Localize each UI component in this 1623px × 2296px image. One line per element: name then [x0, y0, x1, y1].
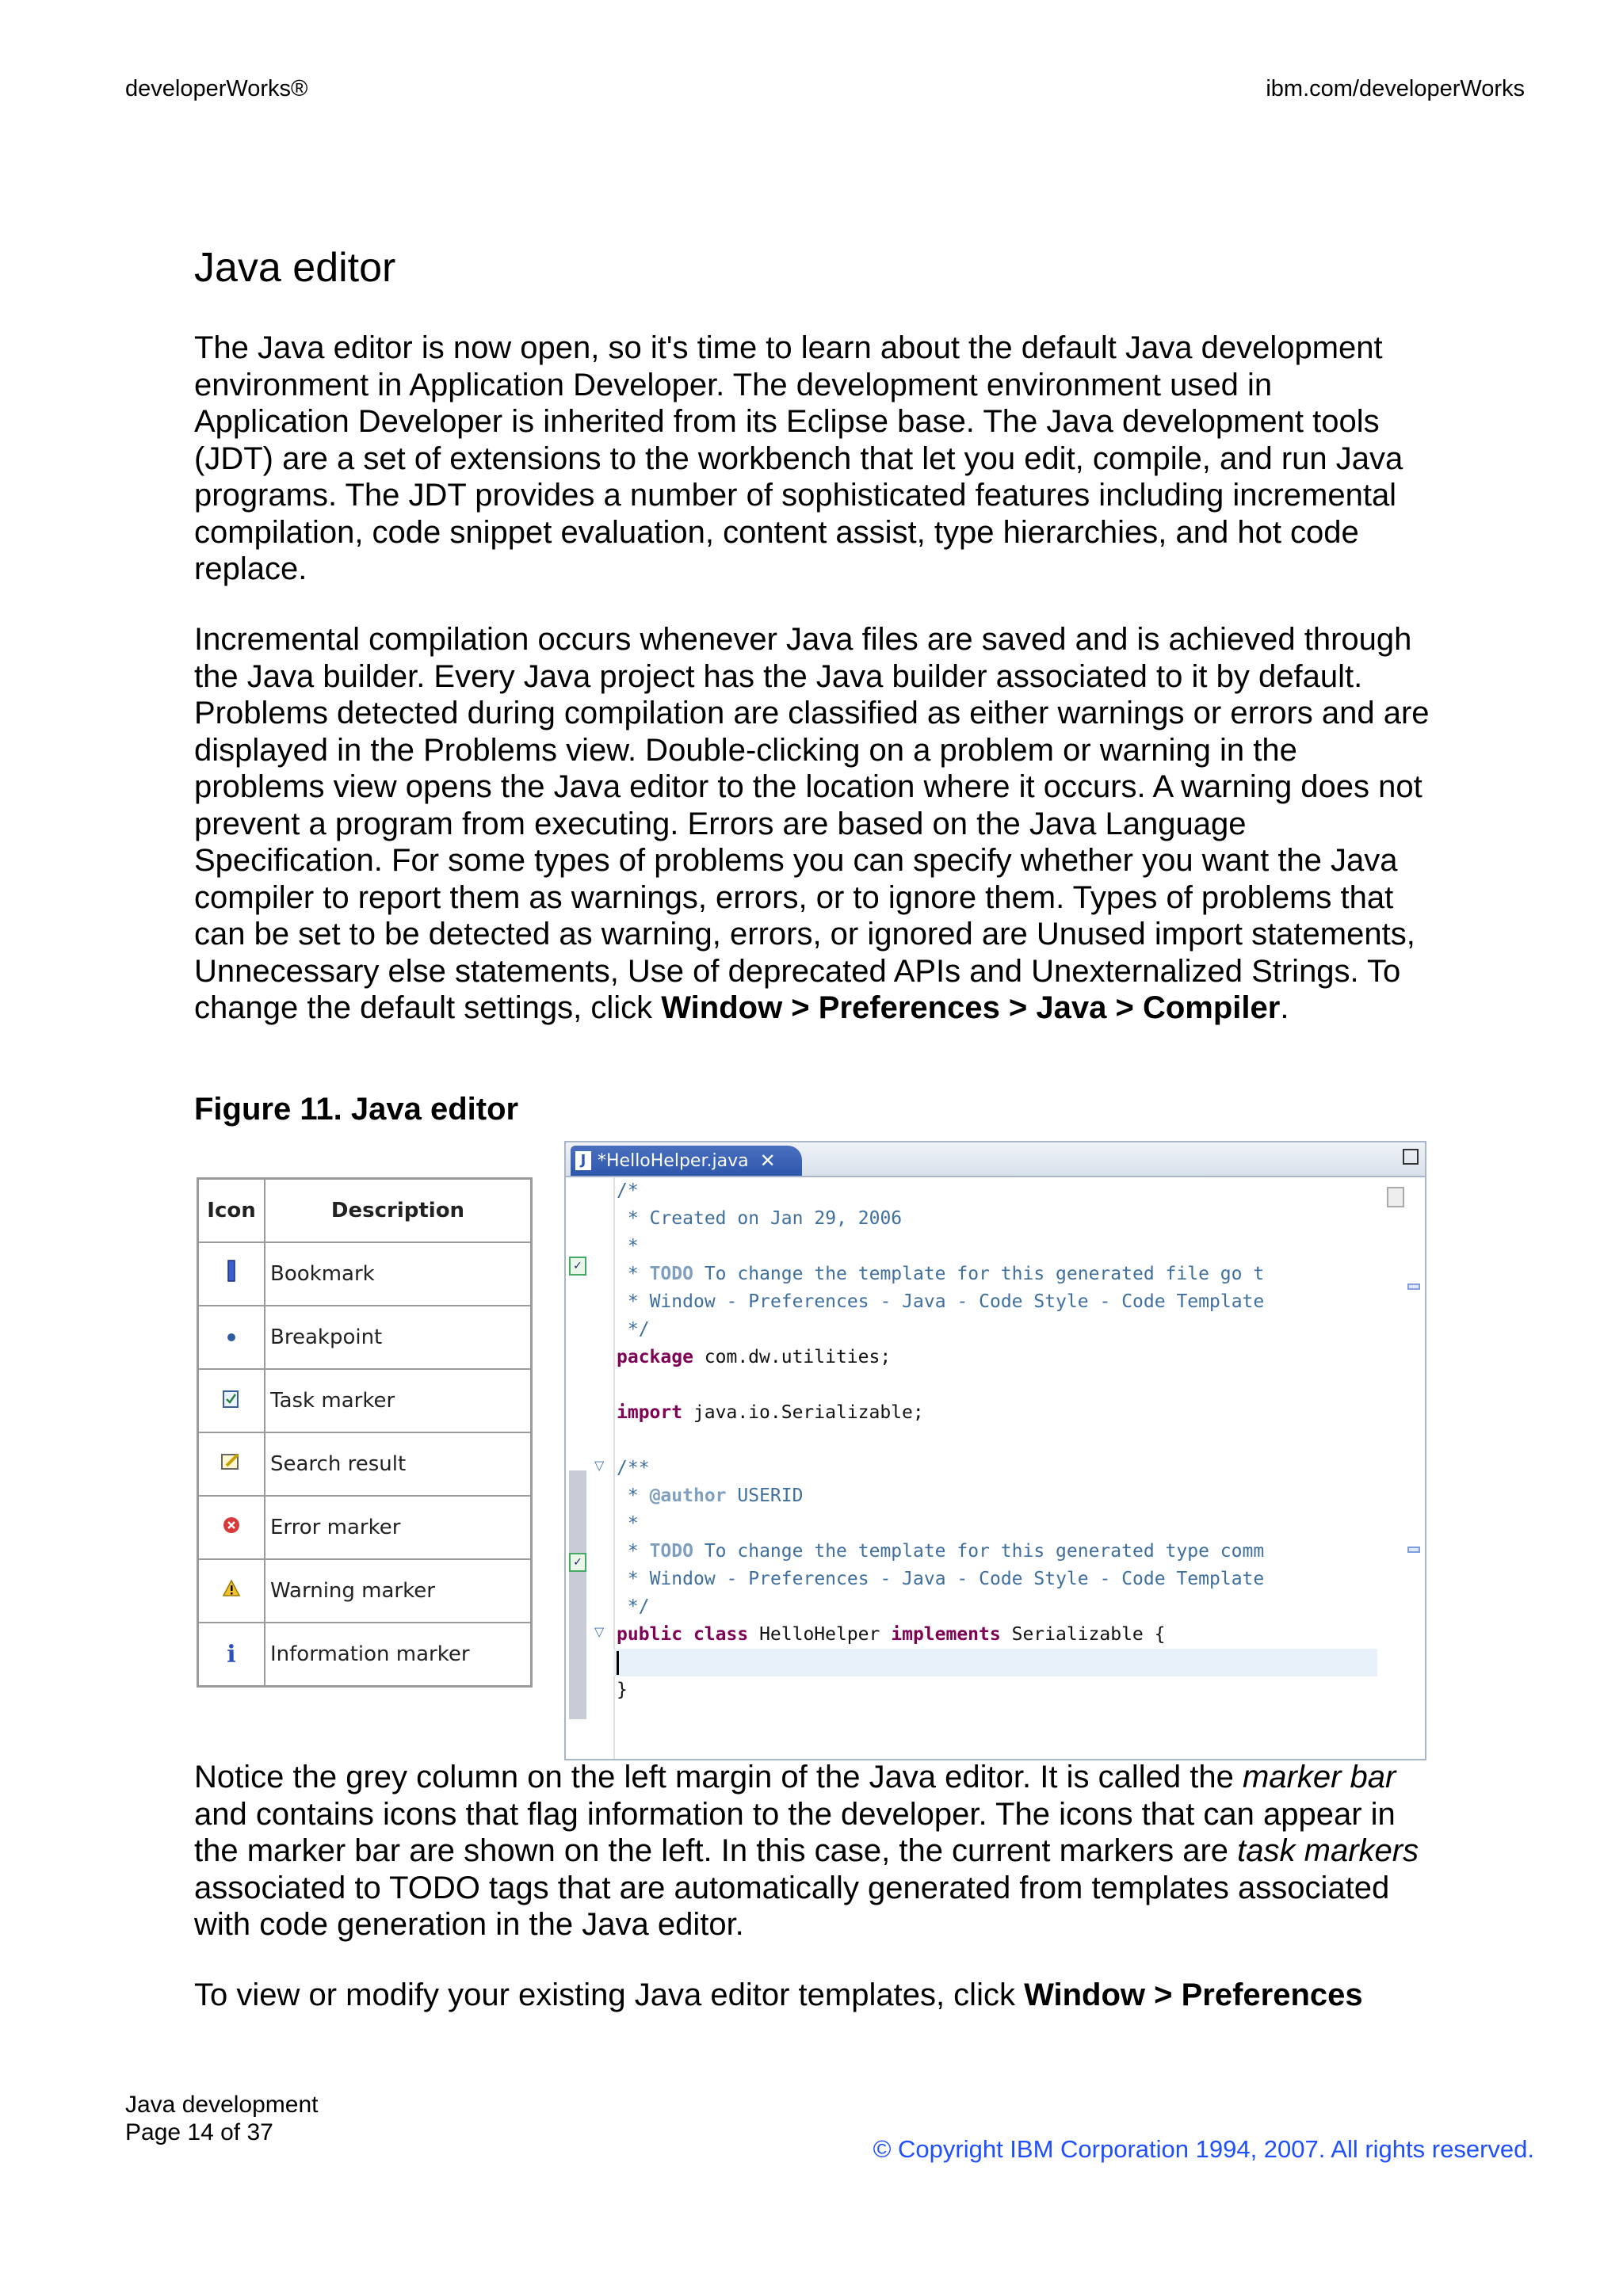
maximize-icon[interactable]: [1403, 1149, 1419, 1165]
table-row: [198, 1306, 532, 1369]
table-cell-label: Search result: [265, 1432, 532, 1496]
paragraph-incremental-compilation: [194, 621, 1430, 1027]
code-line: /*: [617, 1180, 639, 1201]
task-marker-icon[interactable]: ✓: [569, 1553, 586, 1572]
paragraph-end: .: [1280, 990, 1289, 1025]
breakpoint-icon: [198, 1306, 265, 1369]
section-title: Java editor: [194, 245, 396, 291]
table-row: [198, 1623, 532, 1687]
paragraph-text: Notice the grey column on the left margin of the Java editor. It is called the: [194, 1760, 1243, 1794]
table-cell-label: Error marker: [265, 1496, 532, 1559]
table-row: [198, 1242, 532, 1306]
paragraph-text: associated to TODO tags that are automatically generated from templates associated with code generation in the Java editor.: [194, 1870, 1390, 1942]
code-line: * Window - Preferences - Java - Code Style - Code Template: [627, 1569, 1265, 1589]
footer-page-number: Page 14 of 37: [125, 2119, 273, 2145]
table-row: [198, 1369, 532, 1432]
table-header-row: [198, 1179, 532, 1243]
error-marker-icon: [198, 1496, 265, 1559]
table-cell-label: Breakpoint: [265, 1306, 532, 1369]
fold-collapse-icon[interactable]: ▽: [594, 1459, 605, 1473]
column-header-icon: Icon: [198, 1179, 265, 1243]
close-icon[interactable]: ✕: [759, 1150, 776, 1172]
marker-icon-table: [197, 1177, 533, 1688]
menu-path-compiler: Window > Preferences > Java > Compiler: [661, 990, 1281, 1025]
marker-bar-shade: [569, 1470, 586, 1719]
copyright-link[interactable]: © Copyright IBM Corporation 1994, 2007. All rights reserved.: [873, 2135, 1534, 2163]
fold-collapse-icon[interactable]: ▽: [594, 1626, 605, 1639]
code-line: * @author USERID: [627, 1486, 804, 1506]
search-result-icon: [198, 1432, 265, 1496]
code-line-class-declaration: public class HelloHelper implements Serializable {: [617, 1624, 1166, 1645]
paragraph-text: To view or modify your existing Java editor templates, click: [194, 1978, 1025, 2012]
scroll-up-arrow[interactable]: [1387, 1187, 1404, 1207]
information-marker-icon: i: [198, 1623, 265, 1687]
paragraph-text: and contains icons that flag information to the developer. The icons that can appear in the marker bar are shown on the left. In this case, the current markers are: [194, 1796, 1396, 1868]
column-header-description: Description: [265, 1179, 532, 1243]
header-url[interactable]: ibm.com/developerWorks: [1266, 76, 1525, 101]
menu-path-preferences: Window > Preferences: [1024, 1978, 1363, 2012]
paragraph-marker-bar: [194, 1759, 1430, 1943]
paragraph-templates: [194, 1977, 1430, 2014]
code-line-package: package com.dw.utilities;: [617, 1347, 892, 1367]
paragraph-intro: The Java editor is now open, so it's time to learn about the default Java development environment in Application Developer. The development environment used in Application Developer is inherited from its Eclipse base. The Java development tools (JDT) are a set of extensions to the workbench that let you edit, compile, and run Java programs. The JDT provides a number of sophisticated features including incremental compilation, code snippet evaluation, content assist, type hierarchies, and hot code replace.: [194, 330, 1403, 586]
table-cell-label: Task marker: [265, 1369, 532, 1432]
term-marker-bar: marker bar: [1242, 1760, 1396, 1794]
overview-ruler-marker[interactable]: [1407, 1547, 1420, 1553]
code-line: */: [627, 1596, 650, 1617]
code-line: * TODO To change the template for this generated file go t: [627, 1264, 1265, 1284]
header-brand: developerWorks®: [125, 76, 308, 101]
editor-tab-label: *HelloHelper.java: [598, 1150, 749, 1171]
task-marker-icon[interactable]: ✓: [569, 1257, 586, 1276]
table-row: [198, 1559, 532, 1623]
table-cell-label: Information marker: [265, 1623, 532, 1687]
code-line: * Created on Jan 29, 2006: [627, 1208, 903, 1229]
editor-tab-hellohelper[interactable]: [571, 1146, 802, 1176]
code-line: * TODO To change the template for this generated type comm: [627, 1541, 1265, 1562]
code-line: }: [617, 1680, 628, 1700]
code-line-import: import java.io.Serializable;: [617, 1402, 924, 1423]
java-editor-window: [564, 1141, 1426, 1760]
code-line: *: [627, 1513, 639, 1534]
figure-caption: Figure 11. Java editor: [194, 1092, 519, 1127]
table-cell-label: Warning marker: [265, 1559, 532, 1623]
text-caret: [617, 1651, 619, 1675]
table-cell-label: Bookmark: [265, 1242, 532, 1306]
warning-marker-icon: [198, 1559, 265, 1623]
code-line: */: [627, 1319, 650, 1340]
table-row: [198, 1496, 532, 1559]
table-row: [198, 1432, 532, 1496]
code-line: * Window - Preferences - Java - Code Style - Code Template: [627, 1291, 1265, 1312]
footer-doc-title: Java development: [125, 2092, 319, 2118]
java-file-icon: J: [575, 1151, 591, 1170]
code-area[interactable]: [613, 1177, 1377, 1759]
task-marker-icon: [198, 1369, 265, 1432]
code-line: *: [627, 1236, 639, 1257]
bookmark-icon: [198, 1242, 265, 1306]
term-task-markers: task markers: [1237, 1833, 1419, 1868]
paragraph-text: Incremental compilation occurs whenever Java files are saved and is achieved through the Java builder. Every Java project has the Java builder associated to it by default. Problems detected during compilation are classified as either warnings or errors and are displayed in the Problems view. Double-clicking on a problem or warning in the problems view opens the Java editor to the location where it occurs. A warning does not prevent a program from executing. Errors are based on the Java Language Specification. For some types of problems you can specify whether you want the Java compiler to report them as warnings, errors, or to ignore them. Types of problems that can be set to be detected as warning, errors, or ignored are Unused import statements, Unnecessary else statements, Use of deprecated APIs and Unexternalized Strings. To change the default settings, click: [194, 622, 1430, 1025]
editor-tab-bar: [566, 1142, 1425, 1177]
overview-ruler-marker[interactable]: [1407, 1283, 1420, 1290]
marker-bar: [566, 1177, 615, 1759]
code-line: /**: [617, 1458, 650, 1478]
